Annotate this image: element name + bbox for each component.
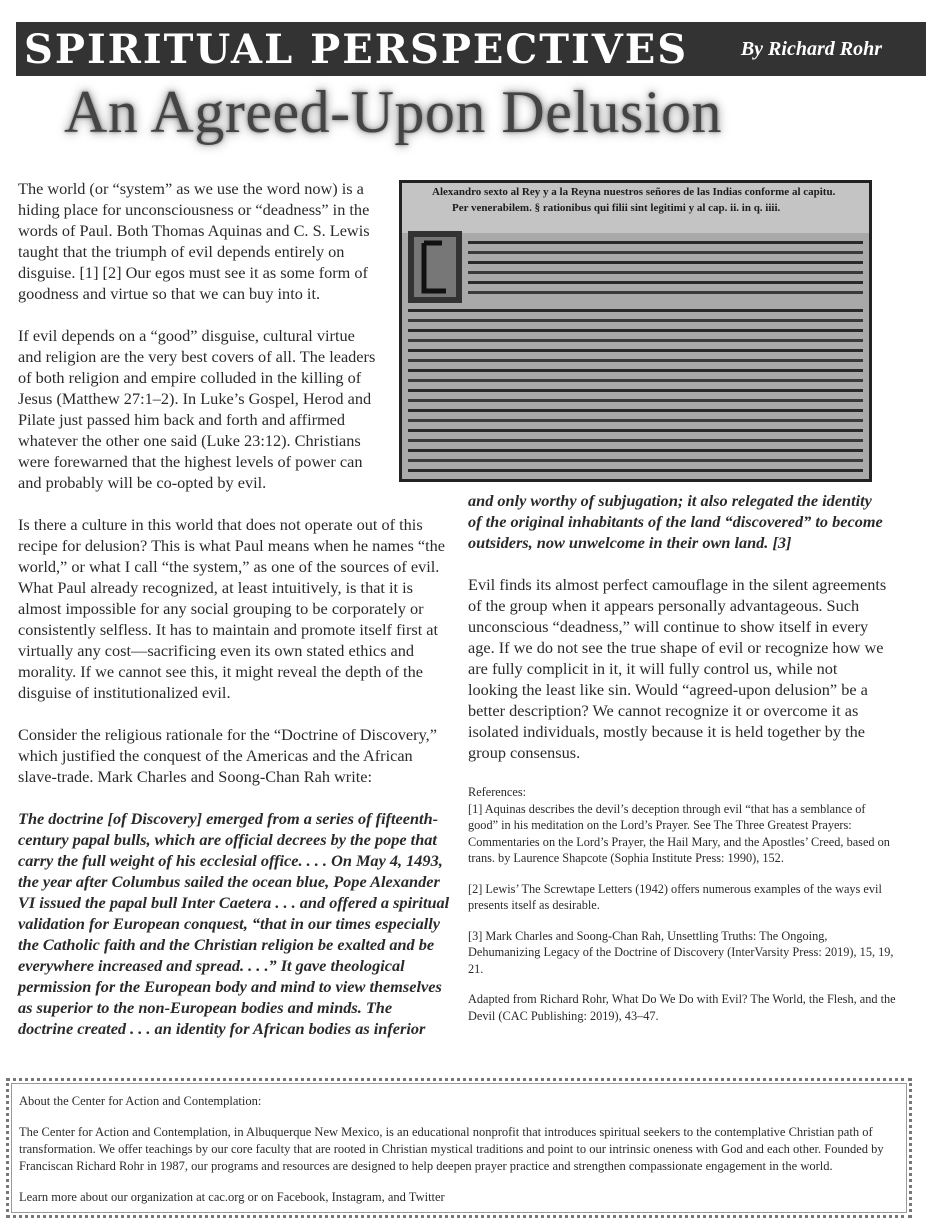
- article-paragraph: The world (or “system” as we use the word now) is a hiding place for unconsciousness or “deadness” in the words of Paul. Both Thomas Aquinas and C. S. Lewis taught that the triumph of evil depends entirely on disguise. [1] [2] Our egos must see it as some form of goodness and virtue so that we can buy into it.: [18, 179, 370, 303]
- reference-item: [3] Mark Charles and Soong-Chan Rah, Unsettling Truths: The Ongoing, Dehumanizing Legacy of the Doctrine of Discovery (InterVarsity Press: 2019), 15, 19, 21.: [468, 928, 894, 976]
- block-quote: The doctrine [of Discovery] emerged from a series of fifteenth-century papal bulls, which are official decrees by the pope that carry the full weight of his ecclesial office. . . . On May 4, 1493, the year after Columbus sailed the ocean blue, Pope Alexander VI issued the papal bull Inter Caetera . . . and offered a spiritual validation for European conquest, “that in our times especially the Catholic faith and the Christian religion be exalted and be everywhere increased and spread. . . .” It gave theological permission for the European body and mind to view themselves as superior to the non-European bodies and minds. The doctrine created . . . an identity for African bodies as inferior: [18, 809, 450, 1038]
- article-paragraph: Consider the religious rationale for the “Doctrine of Discovery,” which justified the conquest of the Americas and the African slave-trade. Mark Charles and Soong-Chan Rah write:: [18, 725, 437, 786]
- article-right-column: [468, 490, 888, 784]
- article-paragraph: If evil depends on a “good” disguise, cultural virtue and religion are the very best covers of all. The leaders of both religion and empire colluded in the killing of Jesus (Matthew 27:1–2). In Luke’s Gospel, Herod and Pilate just passed him back and forth and affirmed whatever the other one said (Luke 23:12). Christians were forewarned that the highest levels of power can and probably will be co-opted by evil.: [18, 326, 376, 492]
- manuscript-illustration: [402, 183, 869, 479]
- reference-item: Adapted from Richard Rohr, What Do We Do with Evil? The World, the Flesh, and the Devil (CAC Publishing: 2019), 43–47.: [468, 992, 896, 1023]
- about-box: [6, 1078, 912, 1218]
- article-paragraph: Evil finds its almost perfect camouflage in the silent agreements of the group when it appears personally advantageous. Such unconscious “deadness,” will continue to show itself in every age. If we do not see the true shape of evil or recognize how we are fully complicit in it, it will fully control us, while not looking the least like sin. Would “agreed-upon delusion” be a better description? We cannot recognize it or overcome it as isolated individuals, mostly because it is held together by the group consensus.: [468, 575, 887, 762]
- manuscript-line-1: Alexandro sexto al Rey y a la Reyna nuestros señores de las Indias conforme al capitu.: [432, 186, 836, 198]
- about-description: The Center for Action and Contemplation, in Albuquerque New Mexico, is an educational nonprofit that introduces spiritual seekers to the contemplative Christian path of transformation. We offer teachings by our core faculty that are rooted in Christian mystical traditions and point to our intrinsic oneness with God and each other. Founded by Franciscan Richard Rohr in 1987, our programs and resources are designed to help deepen prayer practice and strengthen compassionate engagement in the world.: [19, 1125, 884, 1173]
- references: [468, 784, 898, 1038]
- manuscript-line-2: Per venerabilem. § rationibus qui filii sint legitimi y al cap. ii. in q. iiii.: [452, 202, 781, 214]
- references-heading: References:: [468, 785, 527, 799]
- reference-item: [2] Lewis’ The Screwtape Letters (1942) offers numerous examples of the ways evil presents itself as desirable.: [468, 881, 882, 912]
- about-heading: About the Center for Action and Contemplation:: [19, 1094, 262, 1108]
- section-banner: [16, 22, 926, 76]
- article-paragraph: Is there a culture in this world that does not operate out of this recipe for delusion? This is what Paul means when he names “the world,” or what I call “the system,” as one of the sources of evil. What Paul already recognized, at least intuitively, is that it is almost impossible for any social grouping to be corporately or consistently selfless. It has to maintain and promote itself first at virtually any cost—sacrificing even its own stated ethics and morality. If we cannot see this, it might reveal the depth of the disguise of institutionalized evil.: [18, 515, 445, 702]
- author-byline: By Richard Rohr: [740, 37, 882, 60]
- about-learn-more: Learn more about our organization at cac.org or on Facebook, Instagram, and Twitter: [19, 1190, 445, 1204]
- article-left-column: [18, 178, 450, 1060]
- block-quote-continued: and only worthy of subjugation; it also relegated the identity of the original inhabitants of the land “discovered” to become outsiders, now unwelcome in their own land. [3]: [468, 491, 883, 552]
- reference-item: [1] Aquinas describes the devil’s deception through evil “that has a semblance of good” in his meditation on the Lord’s Prayer. See The Three Greatest Prayers: Commentaries on the Lord’s Prayer, the Hail Mary, and the Apostles’ Creed, based on trans. by Laurence Shapcote (Sophia Institute Press: 1990), 152.: [468, 801, 890, 865]
- section-title: SPIRITUAL PERSPECTIVES: [24, 25, 689, 73]
- manuscript-image: [399, 180, 872, 482]
- article-headline: An Agreed-Upon Delusion: [64, 79, 723, 145]
